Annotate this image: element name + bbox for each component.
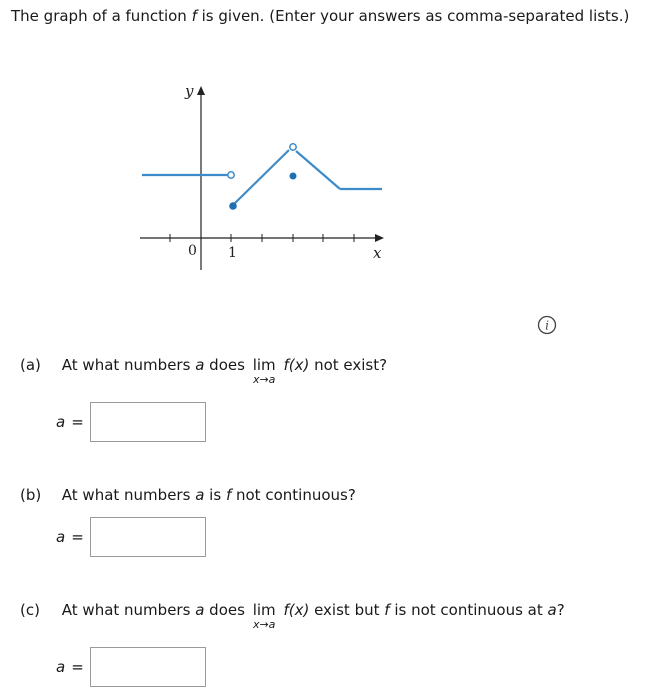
question-c	[20, 601, 565, 631]
limit-subscript: x→a	[252, 373, 276, 386]
question-b-fvar: f	[225, 486, 232, 504]
problem-statement	[11, 7, 629, 25]
question-c-text-3: exist but	[314, 601, 380, 619]
question-b	[20, 486, 356, 504]
svg-text:i: i	[545, 318, 549, 333]
answer-b-var: a	[56, 528, 66, 546]
question-b-text-1: At what numbers	[61, 486, 191, 504]
answer-c-equals: =	[71, 658, 84, 676]
question-a-fx: f(x)	[283, 356, 310, 374]
limit-word: lim	[252, 601, 276, 619]
intro-function-var: f	[191, 7, 197, 25]
question-b-label: (b)	[20, 486, 42, 504]
x-axis-arrow	[375, 234, 384, 242]
question-a-text-1: At what numbers	[61, 356, 191, 374]
intro-text-2: is given. (Enter your answers as comma-separated lists.)	[196, 7, 630, 25]
rising-segment	[233, 150, 289, 205]
question-c-fx: f(x)	[283, 601, 310, 619]
question-b-text-3: not continuous?	[236, 486, 356, 504]
question-a-text-2: does	[209, 356, 245, 374]
info-icon[interactable]	[537, 315, 557, 335]
question-c-var: a	[195, 601, 205, 619]
question-a	[20, 356, 388, 386]
question-c-text-2: does	[209, 601, 245, 619]
question-a-text-3: not exist?	[314, 356, 388, 374]
tick-label-1: 1	[228, 245, 237, 261]
answer-a-var: a	[56, 413, 66, 431]
limit-word: lim	[252, 356, 276, 374]
answer-input-a[interactable]	[90, 402, 206, 442]
x-axis-label: x	[373, 244, 382, 262]
limit-notation	[252, 356, 276, 386]
function-graph	[130, 80, 390, 280]
answer-b-equals: =	[71, 528, 84, 546]
limit-subscript: x→a	[252, 618, 276, 631]
question-a-var: a	[195, 356, 205, 374]
function-curve	[142, 150, 382, 205]
origin-label: 0	[188, 243, 197, 259]
question-c-qmark: ?	[556, 601, 565, 619]
y-axis-arrow	[197, 86, 205, 95]
question-b-text-2: is	[209, 486, 222, 504]
question-c-text-1: At what numbers	[61, 601, 191, 619]
answer-input-c[interactable]	[90, 647, 206, 687]
question-c-text-4: is not continuous at	[394, 601, 543, 619]
question-a-label: (a)	[20, 356, 41, 374]
limit-notation	[252, 601, 276, 631]
closed-endpoint	[229, 202, 237, 210]
falling-segment	[296, 151, 340, 189]
answer-row-a	[56, 402, 206, 442]
answer-input-b[interactable]	[90, 517, 206, 557]
open-endpoint-left	[228, 172, 234, 178]
answer-c-var: a	[56, 658, 66, 676]
intro-text-1: The graph of a function	[11, 7, 192, 25]
answer-row-c	[56, 647, 206, 687]
answer-row-b	[56, 517, 206, 557]
open-endpoint-peak	[290, 144, 296, 150]
question-c-fvar: f	[384, 601, 390, 619]
answer-a-equals: =	[71, 413, 84, 431]
question-b-var: a	[195, 486, 205, 504]
y-axis-label: y	[185, 82, 194, 100]
isolated-point	[290, 173, 297, 180]
question-c-var-2: a	[547, 601, 557, 619]
question-c-label: (c)	[20, 601, 40, 619]
